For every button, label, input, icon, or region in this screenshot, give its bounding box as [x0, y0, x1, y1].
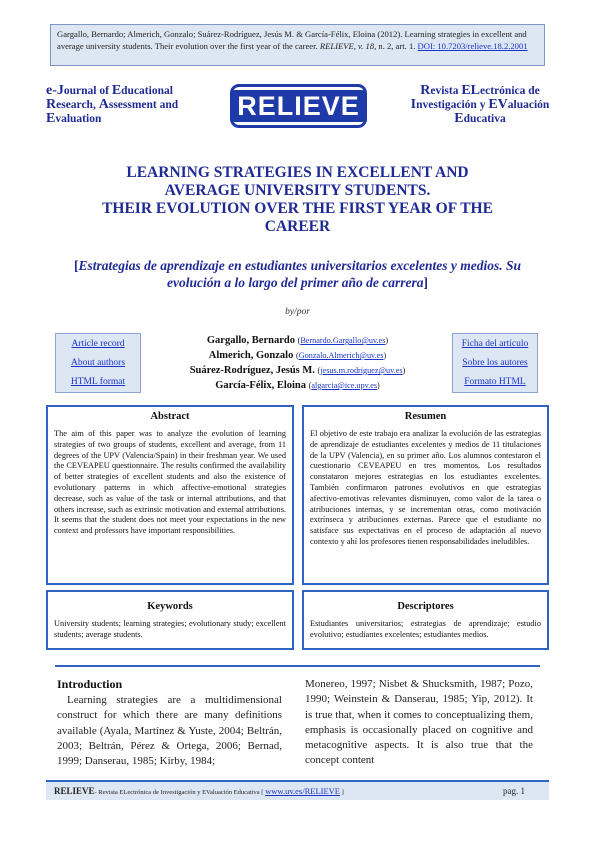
author-row: García-Félix, Eloina (algarcia@ice.upv.es): [215, 380, 380, 391]
resumen-body: El objetivo de este trabajo era analizar la evolución de las estrategias de aprendizaje de estudiantes excelentes y medios de 11 titulaciones de la UPV (Valencia), en su primer año. Los alumnos contestaron el cuestionario CEVEAPEU en tres momentos. Los resultados constataron mejores estrategias en los estudiantes excelentes. También confirmaron patrones evolutivos en que estrategias afectivo-emotivas relevantes disminuyen, como valor de la tarea o atribuciones internas, y se incrementan otras, como motivación extrínseca y atribuciones externas. Parece que el estudiante no satisface sus expectativas en el proceso de adaptación al nuevo contexto y ahí los profesores tienen responsabilidades ineludibles.: [310, 429, 541, 546]
page-footer: RELIEVE- Revista ELectrónica de Investigación y EValuación Educativa [ www.uv.es/RELIEVE ] pag. 1: [46, 780, 549, 800]
author-email-link[interactable]: jesus.m.rodriguez@uv.es: [320, 366, 403, 375]
footer-description: - Revista ELectrónica de Investigación y EValuación Educativa: [94, 789, 260, 796]
section-divider: [55, 665, 540, 667]
footer-journal-link[interactable]: www.uv.es/RELIEVE: [265, 786, 341, 796]
article-record-link[interactable]: Article record: [71, 339, 125, 349]
author-list: [150, 333, 445, 393]
author-email-link[interactable]: algarcia@ice.upv.es: [311, 381, 378, 390]
ficha-articulo-link[interactable]: Ficha del artículo: [461, 339, 529, 349]
journal-name-spanish: Revista ELectrónica de Investigación y EValuación Educativa: [410, 83, 550, 126]
resumen-heading: Resumen: [404, 411, 447, 422]
citation-issue: n. 2, art. 1.: [378, 41, 416, 51]
spanish-links-box: [452, 333, 538, 393]
citation-box: [50, 24, 545, 66]
formato-html-link[interactable]: Formato HTML: [464, 377, 526, 387]
keywords-body: University students; learning strategies; evolutionary study; excellent students; average students.: [54, 619, 286, 639]
keywords-box: [46, 590, 294, 650]
sobre-autores-link[interactable]: Sobre los autores: [462, 358, 528, 368]
article-title: LEARNING STRATEGIES IN EXCELLENT AND AVERAGE UNIVERSITY STUDENTS. THEIR EVOLUTION OVER THE FIRST YEAR OF THE CAREER: [102, 164, 493, 235]
author-email-link[interactable]: Gonzalo.Almerich@uv.es: [298, 351, 384, 360]
journal-name-english: e-Journal of Educational Research, Assessment and Evaluation: [46, 83, 179, 126]
keywords-heading: Keywords: [147, 601, 193, 612]
abstract-body: The aim of this paper was to analyze the evolution of learning strategies of two groups of students, excellent and average, from 11 degrees of the UPV (Valencia/Spain) in their freshman year. We used the CEVEAPEU questionnaire. The results confirmed the availability of better strategies of excellent students and also the existence of evolutionary patterns in which affective-emotional strategies decrease, such as value of the task or internal attributions, and that others increase, such as extrinsic motivation and external attributions. It seems that the student does not meet your expectations in the new context and professors have important responsibilities.: [54, 429, 286, 536]
author-row: Almerich, Gonzalo (Gonzalo.Almerich@uv.es): [208, 350, 387, 361]
introduction-heading: Introduction: [57, 677, 123, 691]
author-row: Suárez-Rodríguez, Jesús M. (jesus.m.rodriguez@uv.es): [189, 365, 406, 376]
citation-doi-link[interactable]: DOI: 10.7203/relieve.18.2.2001: [417, 41, 528, 51]
resumen-box: [302, 405, 549, 585]
page-number: pag. 1: [503, 786, 525, 796]
citation-journal: RELIEVE, v. 18,: [319, 41, 377, 51]
english-links-box: [55, 333, 141, 393]
article-subtitle-spanish: [Estrategias de aprendizaje en estudiantes universitarios excelentes y medios. Su evolución a lo largo del primer año de carrera]: [73, 258, 521, 290]
byline: by/por: [285, 307, 310, 317]
footer-journal: RELIEVE: [54, 786, 95, 796]
descriptores-heading: Descriptores: [397, 601, 454, 612]
abstract-heading: Abstract: [150, 411, 190, 422]
introduction-text-left: Learning strategies are a multidimensional construct for which there are many definitions available (Ayala, Martínez & Yuste, 2004; Beltrán, 2003; Beltrán, Pérez & Ortega, 2006; Bernad, 1999; Danserau, 1985; Kirby, 1984;: [57, 694, 282, 768]
relieve-logo: [230, 84, 367, 128]
abstract-box: [46, 405, 294, 585]
author-row: Gargallo, Bernardo (Bernardo.Gargallo@uv.es): [206, 335, 389, 346]
introduction-text-right: Monereo, 1997; Nisbet & Shucksmith, 1987; Pozo, 1990; Weinstein & Danserau, 1985; Yip, 2012). It is true that, when it comes to conceptualizing them, emphasis is occasionally placed on cognitive and metacognitive aspects. It is also true that the concept content: [305, 678, 533, 767]
descriptores-body: Estudiantes universitarios; estrategias de aprendizaje; estudio evolutivo; estudiantes excelentes; estudiantes medios.: [310, 619, 541, 639]
html-format-link[interactable]: HTML format: [70, 377, 126, 387]
descriptores-box: [302, 590, 549, 650]
citation-text: Gargallo, Bernardo; Almerich, Gonzalo; Suárez-Rodríguez, Jesús M. & García-Félix, Eloina (2012). Learning strategies in excellent and average university students. Their evolution over the first year of the career.: [57, 29, 527, 51]
author-email-link[interactable]: Bernardo.Gargallo@uv.es: [300, 336, 386, 345]
relieve-logo-text: RELIEVE: [231, 90, 366, 122]
about-authors-link[interactable]: About authors: [70, 358, 126, 368]
